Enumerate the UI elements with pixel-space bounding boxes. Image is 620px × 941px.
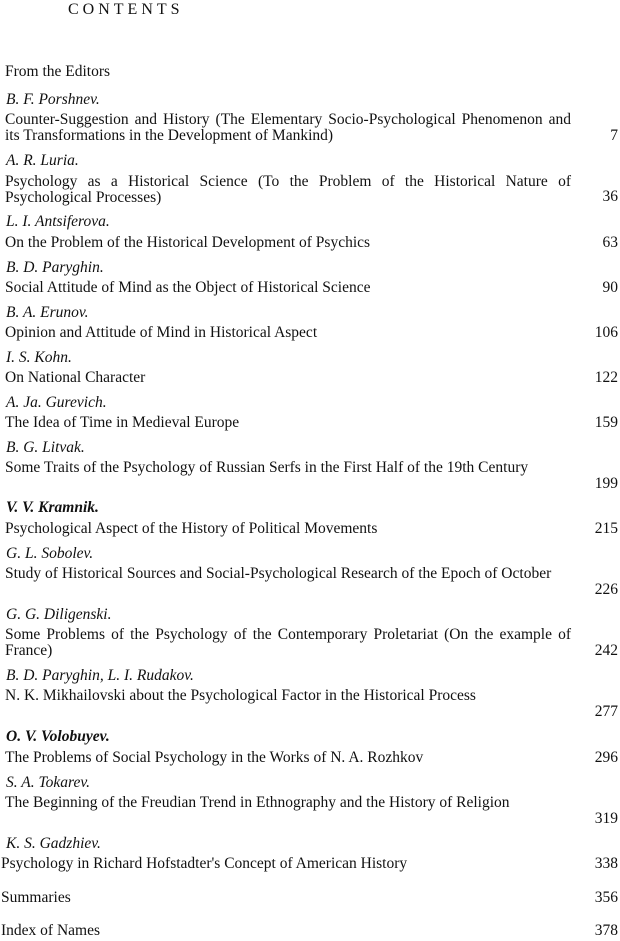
entry-title: The Beginning of the Freudian Trend in Ethnography and the History of Religion (5, 794, 510, 811)
index-page: 378 (594, 922, 618, 939)
entry-author: G. G. Diligenski. (6, 606, 112, 623)
entry-title: Some Problems of the Psychology of the Contemporary Proletariat (On the example of France) (5, 626, 571, 659)
entry-page: 159 (594, 414, 618, 431)
entry-title: The Problems of Social Psychology in the Works of N. A. Rozhkov (5, 749, 424, 766)
from-editors: From the Editors (5, 63, 111, 80)
entry-author: S. A. Tokarev. (6, 774, 90, 791)
entry-page: 36 (602, 188, 618, 205)
summaries-label: Summaries (1, 889, 71, 906)
entry-title: Opinion and Attitude of Mind in Historical Aspect (5, 324, 318, 341)
entry-title: Psychology as a Historical Science (To the Problem of the Historical Nature of Psychological Processes) (5, 173, 571, 206)
page-title: CONTENTS (68, 1, 184, 18)
entry-author: G. L. Sobolev. (6, 545, 94, 562)
entry-author: B. D. Paryghin. (6, 259, 104, 276)
entry-page: 7 (610, 127, 618, 144)
entry-page: 319 (594, 810, 618, 827)
entry-author: I. S. Kohn. (6, 349, 72, 366)
entry-title: Psychological Aspect of the History of Political Movements (5, 520, 378, 537)
entry-page: 215 (594, 520, 618, 537)
entry-author: O. V. Volobuyev. (6, 728, 110, 745)
entry-page: 277 (594, 703, 618, 720)
entry-title: On National Character (5, 369, 146, 386)
entry-author: K. S. Gadzhiev. (6, 835, 101, 852)
entry-author: B. G. Litvak. (6, 439, 85, 456)
entry-author: B. A. Erunov. (6, 304, 89, 321)
entry-title: Counter-Suggestion and History (The Elementary Socio-Psychological Phenomenon and its Transformations in the Development of Mankind) (5, 111, 571, 144)
entry-author: A. R. Luria. (6, 152, 79, 169)
entry-author: B. F. Porshnev. (6, 91, 100, 108)
entry-title: The Idea of Time in Medieval Europe (5, 414, 240, 431)
summaries-page: 356 (594, 889, 618, 906)
entry-author: A. Ja. Gurevich. (6, 394, 107, 411)
entry-page: 338 (594, 855, 618, 872)
entry-author: L. I. Antsiferova. (6, 213, 110, 230)
entry-page: 90 (602, 279, 618, 296)
entry-title: Study of Historical Sources and Social-Psychological Research of the Epoch of October (5, 565, 552, 582)
entry-page: 242 (594, 642, 618, 659)
entry-title: On the Problem of the Historical Development of Psychics (5, 234, 371, 251)
entry-title: Some Traits of the Psychology of Russian Serfs in the First Half of the 19th Century (5, 459, 529, 476)
entry-title: Psychology in Richard Hofstadter's Concept of American History (1, 855, 408, 872)
entry-title: N. K. Mikhailovski about the Psychological Factor in the Historical Process (5, 687, 476, 704)
entry-page: 296 (594, 749, 618, 766)
entry-page: 122 (594, 369, 618, 386)
entry-page: 106 (594, 324, 618, 341)
entry-page: 226 (594, 581, 618, 598)
index-label: Index of Names (1, 922, 100, 939)
entry-page: 199 (594, 475, 618, 492)
entry-author: B. D. Paryghin, L. I. Rudakov. (6, 667, 194, 684)
entry-page: 63 (602, 234, 618, 251)
entry-title: Social Attitude of Mind as the Object of Historical Science (5, 279, 371, 296)
entry-author: V. V. Kramnik. (6, 499, 99, 516)
